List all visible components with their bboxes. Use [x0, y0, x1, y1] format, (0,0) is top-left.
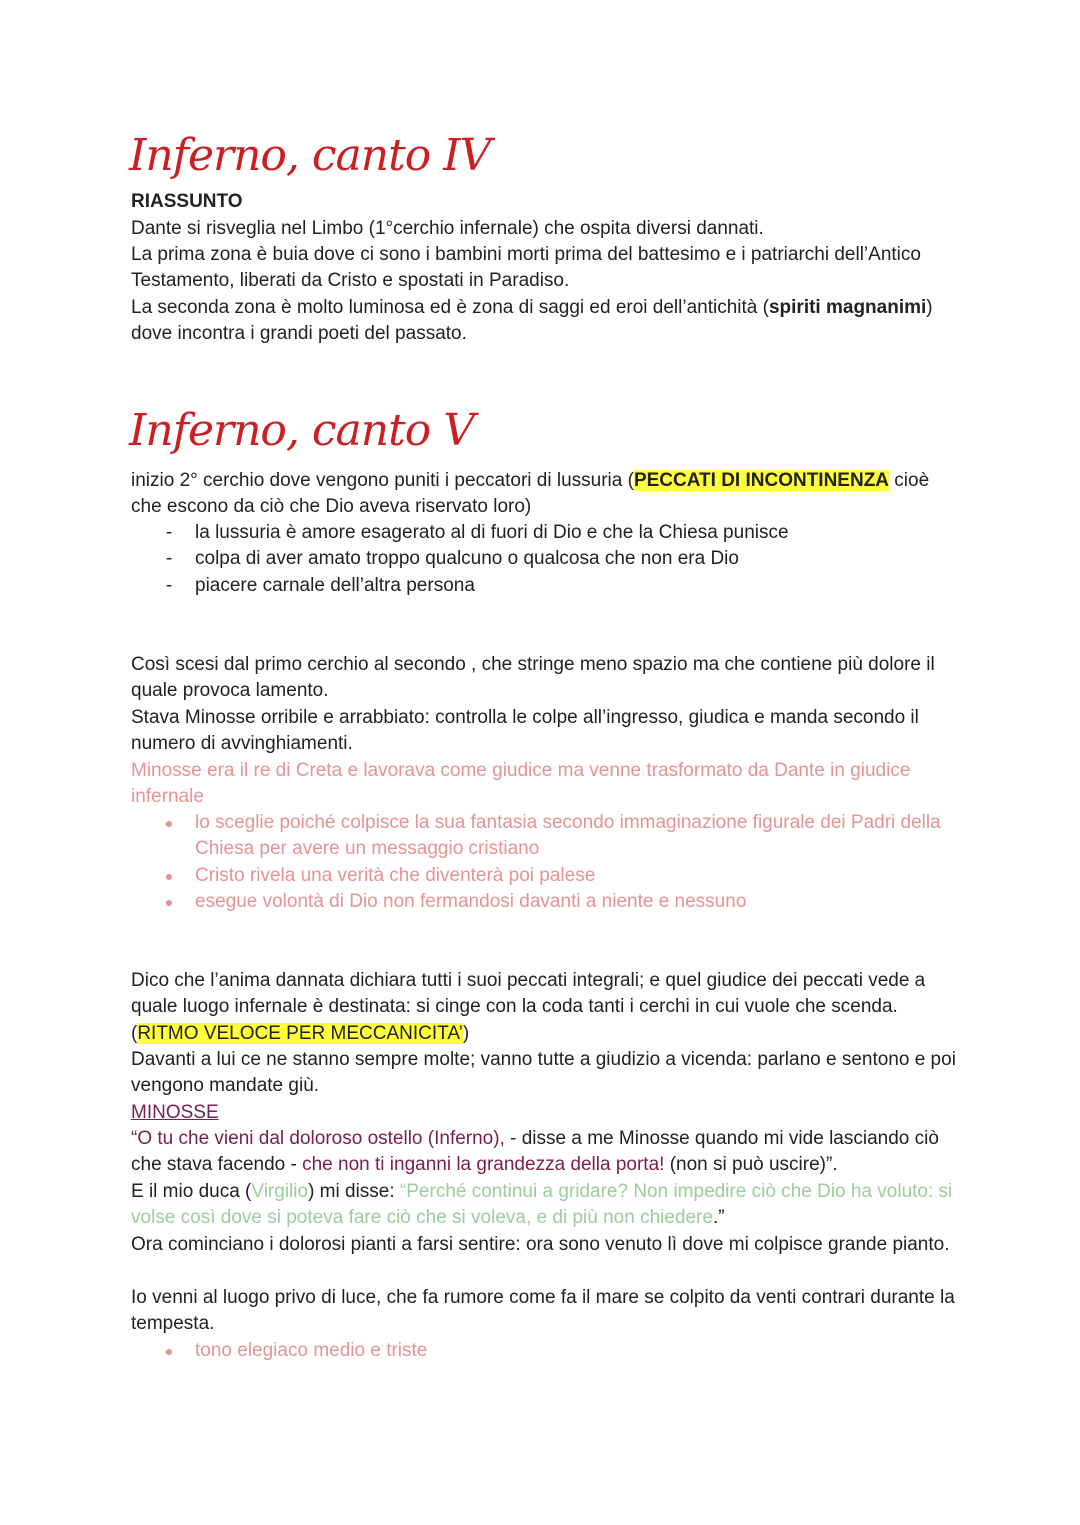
paragraph-dico [131, 968, 961, 1047]
paragraph-minosse-re-creta: Minosse era il re di Creta e lavorava come giudice ma venne trasformato da Dante in giudice infernale [131, 760, 911, 808]
list-item-text: piacere carnale dell’altra persona [195, 574, 475, 596]
spiriti-magnanimi: spiriti magnanimi [768, 297, 927, 318]
paragraph-cosi-scesi: Così scesi dal primo cerchio al secondo , che stringe meno spazio ma che contiene più dolore il quale provoca lamento. [131, 654, 935, 702]
quote-minosse-a: “O tu che vieni dal doloroso ostello (Inferno), [131, 1128, 505, 1149]
dico-text-a: Dico che l’anima dannata dichiara tutti i suoi peccati integrali; e quel giudice dei peccati vede a quale luogo infernale è destinata: si cinge con la coda tanti i cerchi in cui vuole che scenda. ( [131, 970, 926, 1044]
canto4-paragraph-3 [131, 295, 961, 348]
quote-virgilio-b: ) mi disse: [308, 1181, 400, 1202]
canto5-intro [131, 468, 961, 521]
paragraph-quote-minosse [131, 1126, 961, 1179]
list-item [131, 810, 961, 863]
canto5-title: Inferno, canto V [129, 405, 475, 456]
bullet-dot-icon: ● [164, 893, 174, 910]
canto5-intro-a: inizio 2° cerchio dove vengono puniti i peccatori di lussuria ( [131, 470, 634, 491]
canto4-paragraph-2: La prima zona è buia dove ci sono i bambini morti prima del battesimo e i patriarchi dell’Antico Testamento, liberati da Cristo e spostati in Paradiso. [131, 244, 921, 292]
paragraph-quote-virgilio [131, 1179, 961, 1232]
list-item-text: Cristo rivela una verità che diventerà poi palese [195, 864, 596, 886]
list-item-text: lo sceglie poiché colpisce la sua fantasia secondo immaginazione figurale dei Padri della Chiesa per avere un messaggio cristiano [195, 812, 941, 860]
dash-marker: - [165, 574, 173, 596]
highlight-peccati-incontinenza: PECCATI DI INCONTINENZA [633, 470, 890, 491]
quote-virgilio-a: E il mio duca ( [131, 1181, 252, 1202]
paragraph-io-venni: Io venni al luogo privo di luce, che fa rumore come fa il mare se colpito da venti contrari durante la tempesta. [131, 1287, 955, 1335]
list-item-text: esegue volontà di Dio non fermandosi davanti a niente e nessuno [195, 890, 747, 912]
list-item-text: la lussuria è amore esagerato al di fuori di Dio e che la Chiesa punisce [195, 522, 789, 543]
minosse-link[interactable]: MINOSSE [131, 1102, 219, 1123]
dash-marker: - [165, 548, 173, 570]
list-item [131, 546, 961, 572]
dico-text-b: ) [462, 1022, 470, 1044]
virgilio-name: Virgilio [251, 1181, 309, 1202]
bullet-dot-icon: ● [164, 815, 174, 831]
list-item [131, 520, 961, 546]
list-item [131, 889, 961, 915]
canto4-title: Inferno, canto IV [129, 130, 491, 181]
dash-marker: - [165, 522, 173, 543]
bullet-dot-icon: ● [164, 1343, 174, 1359]
bullet-dot-icon: ● [164, 867, 174, 884]
canto5-intro-b: cioè che escono da ciò che Dio aveva riservato loro) [131, 470, 930, 518]
lussuria-dash-list [131, 520, 961, 599]
canto4-paragraph-1: Dante si risveglia nel Limbo (1°cerchio infernale) che ospita diversi dannati. [131, 218, 764, 239]
paragraph-stava-minosse: Stava Minosse orribile e arrabbiato: controlla le colpe all’ingresso, giudica e manda secondo il numero di avvinghiamenti. [131, 707, 919, 755]
quote-virgilio-end: .” [712, 1207, 725, 1229]
list-item-text: tono elegiaco medio e triste [195, 1340, 428, 1361]
riassunto-heading: RIASSUNTO [131, 191, 243, 212]
minosse-bullet-list [131, 810, 961, 915]
canto4-p3-text-c: ) dove incontra i grandi poeti del passato. [131, 297, 933, 345]
tono-bullet-list [131, 1338, 961, 1364]
list-item-text: colpa di aver amato troppo qualcuno o qualcosa che non era Dio [195, 548, 739, 570]
paragraph-davanti: Davanti a lui ce ne stanno sempre molte; vanno tutte a giudizio a vicenda: parlano e sentono e poi vengono mandate giù. [131, 1049, 956, 1097]
paragraph-ora: Ora cominciano i dolorosi pianti a farsi sentire: ora sono venuto lì dove mi colpisce grande pianto. [131, 1234, 950, 1255]
list-item [131, 1338, 961, 1364]
quote-minosse-mid: - disse a me Minosse quando mi vide lasciando ciò che stava facendo - [131, 1128, 939, 1176]
quote-minosse-b: che non ti inganni la grandezza della porta! [302, 1154, 665, 1176]
highlight-ritmo-veloce: RITMO VELOCE PER MECCANICITA’ [137, 1022, 463, 1044]
canto4-p3-text-a: La seconda zona è molto luminosa ed è zona di saggi ed eroi dell’antichità ( [131, 297, 769, 318]
list-item [131, 573, 961, 599]
quote-minosse-end: (non si può uscire)”. [664, 1154, 838, 1176]
list-item [131, 863, 961, 889]
quote-virgilio-speech: “Perché continui a gridare? Non impedire ciò che Dio ha voluto: si volse così dove si poteva fare ciò che si voleva, e di più non chiedere [131, 1181, 953, 1229]
